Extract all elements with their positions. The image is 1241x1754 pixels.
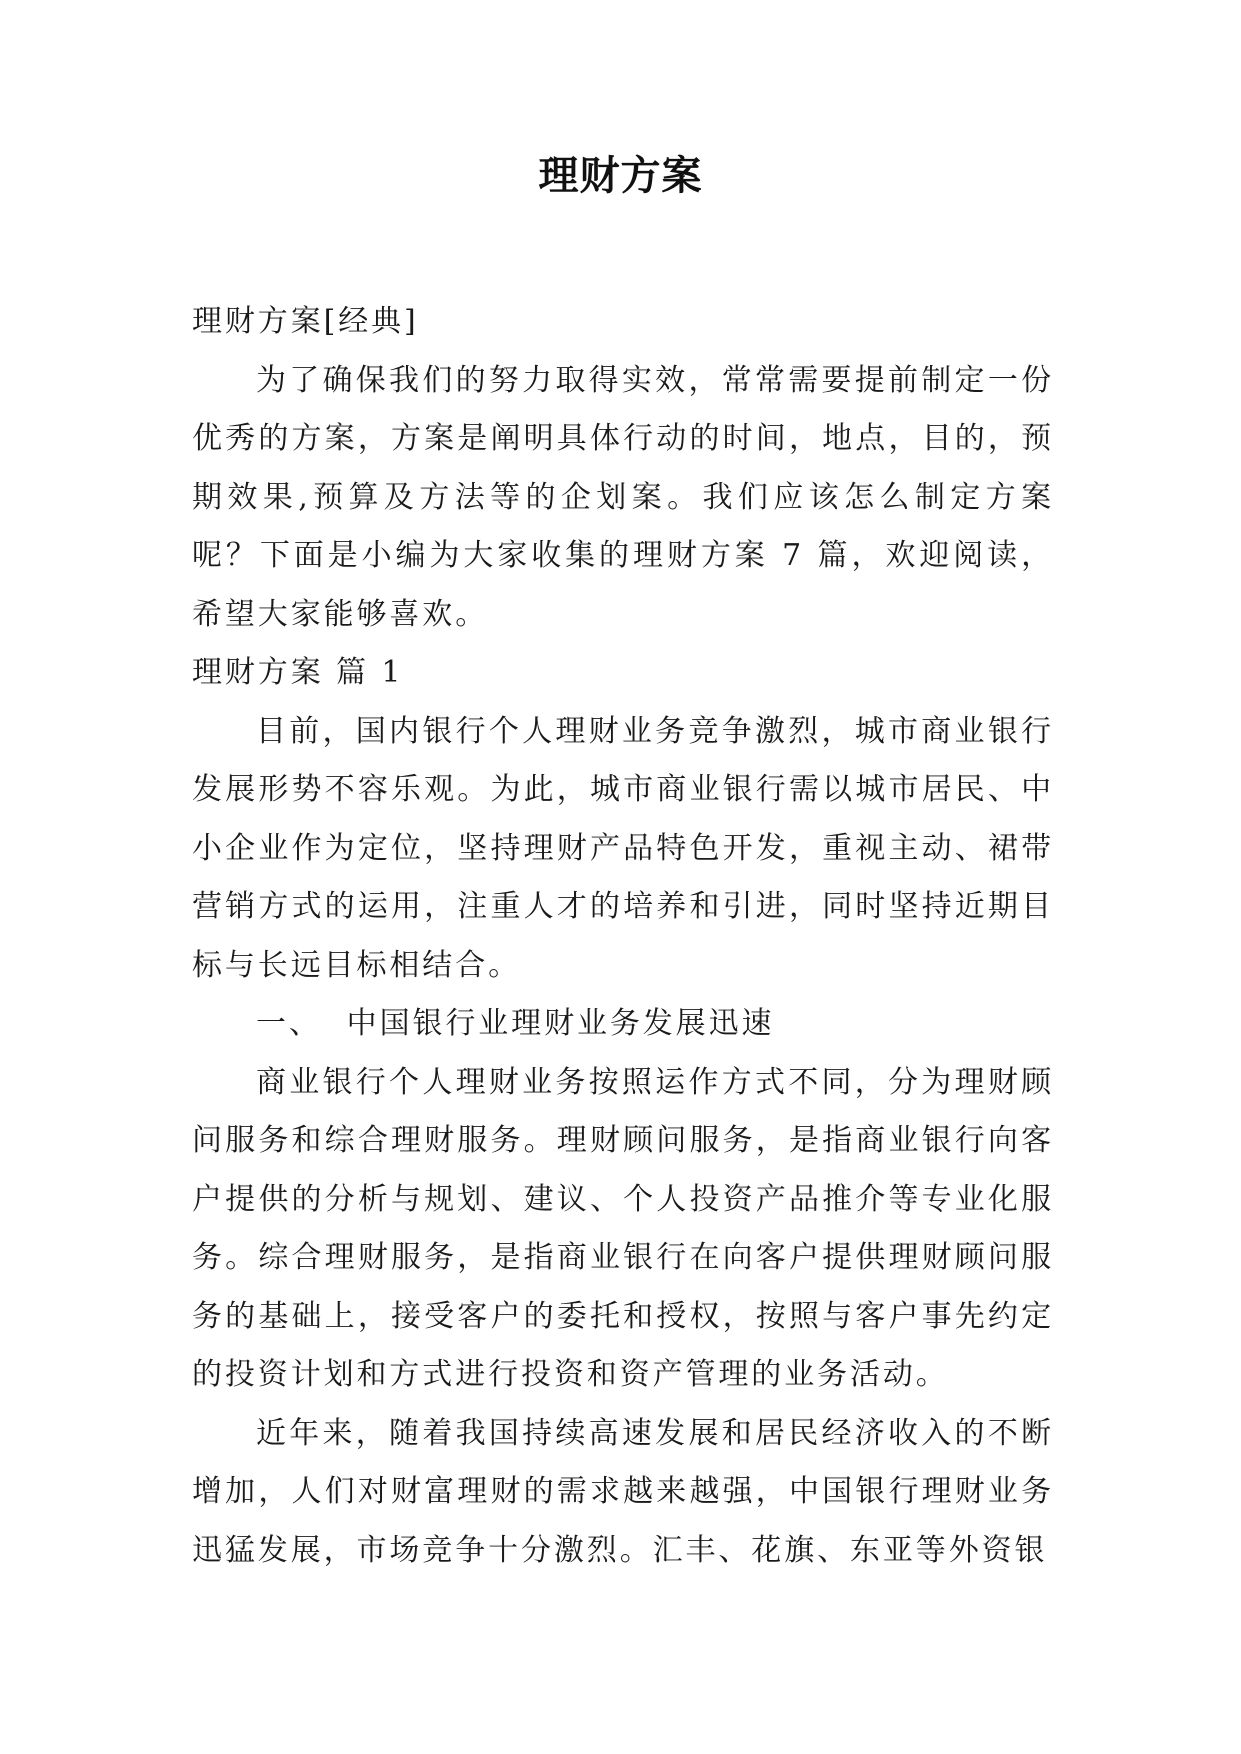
document-subtitle: 理财方案[经典]	[192, 304, 419, 339]
body-paragraph: 近年来，随着我国持续高速发展和居民经济收入的不断增加，人们对财富理财的需求越来越强，中国银行理财业务迅猛发展，市场竞争十分激烈。汇丰、花旗、东亚等外资银	[192, 1415, 1054, 1568]
body-paragraph: 商业银行个人理财业务按照运作方式不同，分为理财顾问服务和综合理财服务。理财顾问服务，是指商业银行向客户提供的分析与规划、建议、个人投资产品推介等专业化服务。综合理财服务，是指商业银行在向客户提供理财顾问服务的基础上，接受客户的委托和授权，按照与客户事先约定的投资计划和方式进行投资和资产管理的业务活动。	[192, 1064, 1054, 1392]
document-title: 理财方案	[538, 152, 703, 199]
document-body	[192, 293, 1054, 1580]
intro-paragraph: 为了确保我们的努力取得实效，常常需要提前制定一份优秀的方案，方案是阐明具体行动的时间，地点，目的，预期效果,预算及方法等的企划案。我们应该怎么制定方案呢？下面是小编为大家收集的理财方案 7 篇，欢迎阅读，希望大家能够喜欢。	[192, 362, 1054, 632]
subsection-heading: 一、 中国银行业理财业务发展迅速	[256, 1006, 775, 1041]
section-heading: 理财方案 篇 1	[192, 655, 404, 690]
body-paragraph: 目前，国内银行个人理财业务竞争激烈，城市商业银行发展形势不容乐观。为此，城市商业银行需以城市居民、中小企业作为定位，坚持理财产品特色开发，重视主动、裙带营销方式的运用，注重人才的培养和引进，同时坚持近期目标与长远目标相结合。	[192, 713, 1054, 983]
